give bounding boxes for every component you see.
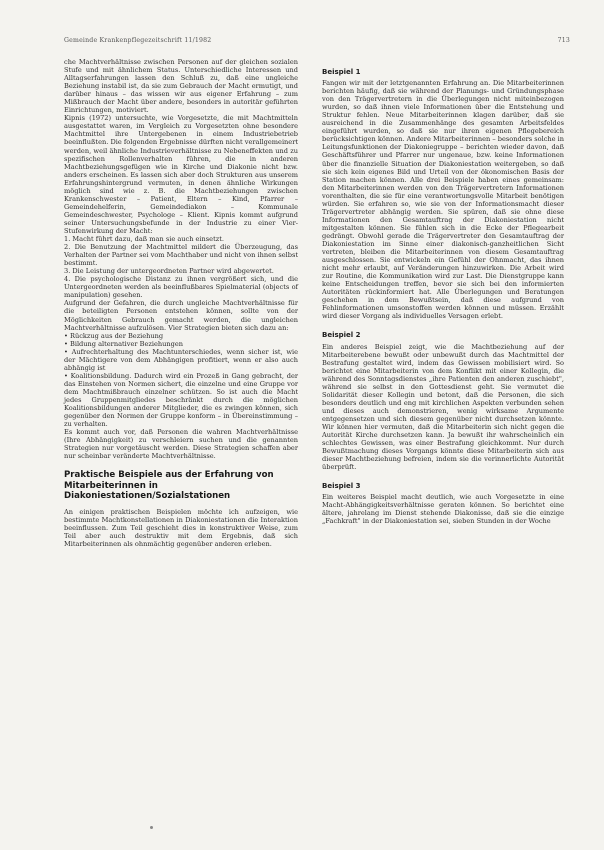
numbered-list-item: 4. Die psychologische Distanz zu ihnen vergrößert sich, und die Untergeordneten werden als beeinflußbares Spielmaterial (objects of manipulation) gesehen. [64, 275, 298, 300]
numbered-list-item: 2. Die Benutzung der Machtmittel mildert die Überzeugung, das Verhalten der Partner sei vom Machthaber und nicht von ihnen selbst bestimmt. [64, 243, 298, 268]
body-paragraph: che Machtverhältnisse zwischen Personen auf der gleichen sozialen Stufe und mit ähnlichem Status. Unterschiedliche Interessen und Alltagserfahrungen lassen den Schluß zu, daß eine ungleiche Beziehung instabil ist, da sie zum Gebrauch der Macht ermutigt, und darüber hinaus – das wissen wir aus eigener Erfahrung – zum Mißbrauch der Macht über andere, besonders in autoritär geführten Einrichtungen, motiviert. [64, 58, 298, 115]
bullet-list-item: • Koalitionsbildung. Dadurch wird ein Prozeß in Gang gebracht, der das Einstehen von Normen sichert, die einzelne und eine Gruppe vor dem Machtmißbrauch einzelner schützen. So ist auch die Macht jedes Gruppenmitgliedes beschränkt durch die möglichen Koalitionsbildungen anderer Mitglieder, die es zwingen können, sich gegenüber den Normen der Gruppe konform – in Übereinstimmung – zu verhalten. [64, 371, 298, 429]
example-text: Fangen wir mit der letztgenannten Erfahrung an. Die Mitarbeiterinnen berichten häufig, daß sie während der Planungs- und Gründungsphase von den Trägervertretern in die Überlegungen nicht miteinbezogen wurden, so daß ihnen viele Informationen über die Entstehung und Struktur fehlen. Neue Mitarbeiterinnen klagen darüber, daß sie ausreichend in die Zusammenhänge des gesamten Arbeitsfeldes eingeführt wurden, so daß sie nur ihren eigenen Pflegebereich berücksichtigen können. Andere Mitarbeiterinnen – besonders solche in Leitungsfunktionen der Diakoniegruppe – berichten wieder davon, daß Geschäftsführer und Pfarrer nur ungenaue, bzw. keine Informationen über die finanzielle Situation der Diakoniestation weitergeben, so daß sie sich kein eigenes Bild und Urteil von der ökonomischen Basis der Station machen können. Alle drei Beispiele haben eines gemeinsam: den Mitarbeiterinnen werden von den Trägervertretern Informationen vorenthalten, die sie für eine verantwortungsvolle Mitarbeit benötigen würden. Sie erfahren so, wie sie von der Informationsmacht dieser Trägervertreter abhängig werden. Sie spüren, daß sie ohne diese Informationen den Gesamtauftrag der Diakoniestation nicht mitgestalten können. Sie fühlen sich in die Ecke der Pflegearbeit gedrängt. Obwohl gerade die Trägervertreter den Gesamtauftrag der Diakoniestation im Sinne einer diakonisch-ganzheitlichen Sicht vertreten, bleiben die Mitarbeiterinnen von diesem Gesamtauftrag ausgeschlossen. Sie entwickeln ein Gefühl der Ohnmacht, das ihnen nicht mehr erlaubt, auf Veränderungen hinzuwirken. Die Arbeit wird zur Routine, die Kommunikation wird zur Last. Die Dienstgruppe kann keine Entscheidungen treffen, bevor sie sich bei den informierten Autoritäten rückinformiert hat. Alle Überlegungen und Beratungen geschehen in dem Bewußtsein, daß diese aufgrund von Fehlinformationen umsonstoffen werden können und müssen. Erzählt wird dieser Vorgang als individuelles Versagen erlebt. [322, 79, 564, 321]
numbered-list-item: 3. Die Leistung der untergeordneten Partner wird abgewertet. [64, 267, 274, 276]
example-heading: Beispiel 2 [322, 331, 361, 340]
body-paragraph: Aufgrund der Gefahren, die durch ungleiche Machtverhältnisse für die beteiligten Personen entstehen können, sollte von der Möglichkeiten Gebrauch gemacht werden, die ungleichen Machtverhältnisse aufzulösen. Vier Strategien bieten sich dazu an: [64, 299, 298, 332]
left-column [64, 58, 298, 548]
example-heading: Beispiel 3 [322, 482, 361, 491]
bullet-list-item: • Rückzug aus der Beziehung [64, 331, 164, 340]
body-paragraph: Es kommt auch vor, daß Personen die wahren Machtverhältnisse (Ihre Abhängigkeit) zu verschleiern suchen und die genannten Strategien nur vorgetäuscht werden. Diese Strategien schaffen aber nur scheinbar veränderte Machtverhältnisse. [64, 428, 298, 461]
section-heading: Praktische Beispiele aus der Erfahrung von Mitarbeiterinnen in Diakoniestationen/Sozialstationen [64, 470, 274, 502]
body-paragraph: Kipnis (1972) untersuchte, wie Vorgesetzte, die mit Machtmitteln ausgestattet waren, im Vergleich zu Vorgesetzten ohne besondere Machtmittel ihre Untergebenen in einem Industriebetrieb beeinflußten. Die folgenden Ergebnisse dürften nicht verallgemeinert werden, weil ähnliche Industrieverhältnisse zu Nebeneffekten und zu spezifischen Rollenverhalten führen, die in anderen Machtbeziehungsgefügen wie in Kirche und Diakonie nicht bzw. anders erscheinen. Es lassen sich aber doch Strukturen aus unserem Erfahrungshintergrund vermuten, in denen ähnliche Wirkungen möglich sind wie z. B. die Machtbeziehungen zwischen Krankenschwester – Patient, Eltern – Kind, Pfarrer – Gemeindehelferin, Gemeindediakon – Kommunale Gemeindeschwester, Psychologe – Klient. Kipnis kommt aufgrund seiner Untersuchungsbefunde in der Industrie zu einer Vier-Stufenwirkung der Macht: [64, 114, 298, 235]
example-text: Ein weiteres Beispiel macht deutlich, wie auch Vorgesetzte in eine Macht-Abhängigkeitsverhältnisse geraten können. So berichtet eine ältere, jahrelang im Dienst stehende Diakonisse, daß sie die einzige „Fachkraft" in der Diakoniestation sei, sieben Stunden in der Woche [322, 493, 564, 526]
bullet-list-item: • Bildung alternativer Beziehungen [64, 339, 183, 348]
page-number: 713 [557, 37, 570, 44]
example-text: Ein anderes Beispiel zeigt, wie die Machtbeziehung auf der Mitarbeiterebene bewußt oder unbewußt durch das Machtmittel der Bestrafung gestaltet wird, indem das Gewissen mobilisiert wird. So berichtet eine Mitarbeiterin von dem Konflikt mit einer Kollegin, die während des Sonntagsdienstes „ihre Patienten den anderen zuschiebt", während sie selbst in den Gottesdienst geht. Sie vermutet die Solidarität dieser Kollegin und betont, daß die Personen, die sich besonders deutlich und eng mit kirchlichen Aspekten verbunden sehen und dieses auch demonstrieren, wenig wirksame Argumente entgegensetzen und sich diesem gegenüber nicht durchsetzen könnte. Wir können hier vermuten, daß die Mitarbeiterin sich nicht gegen die Autorität Kirche durchsetzen kann. Ja bewußt ihr wahrscheinlich ein schlechtes Gewissen, was einer Bestrafung gleichkommt. Nur durch Bewußtmachung dieses Vorgangs könnte diese Mitarbeiterin sich aus dieser Machtbeziehung befreien, indem sie die verinnerlichte Autorität überprüft. [322, 342, 564, 472]
right-column [322, 68, 564, 525]
body-paragraph: An einigen praktischen Beispielen möchte ich aufzeigen, wie bestimmte Machtkonstellationen in Diakoniestationen die Interaktion beeinflussen. Zum Teil geschieht dies in konstruktiver Weise, zum Teil aber auch destruktiv mit dem Ergebnis, daß sich Mitarbeiterinnen als ohnmächtig gegenüber anderen erleben. [64, 507, 298, 548]
journal-title: Gemeinde Krankenpflegezeitschrift 11/1982 [64, 37, 212, 44]
bullet-list-item: • Aufrechterhaltung des Machtunterschiedes, wenn sicher ist, wie der Mächtigere von dem Abhängigen profitiert, wenn er also auch abhängig ist [64, 347, 298, 372]
scan-speck [150, 826, 153, 829]
numbered-list-item: 1. Macht führt dazu, daß man sie auch einsetzt. [64, 235, 224, 244]
example-heading: Beispiel 1 [322, 68, 361, 76]
spacer [322, 471, 564, 482]
spacer [322, 320, 564, 331]
